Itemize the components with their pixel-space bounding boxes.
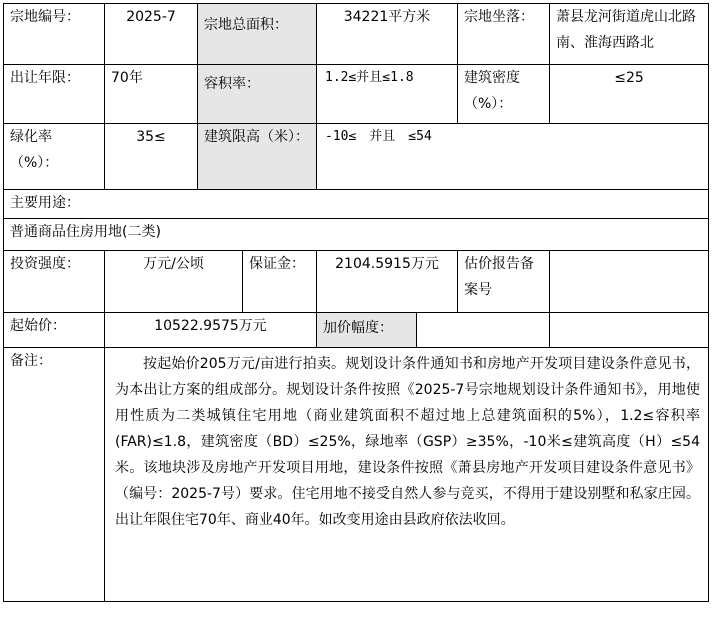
total-area-label-text: 宗地总面积： (204, 17, 288, 33)
row-term (4, 65, 709, 124)
green-label: 绿化率（%）： (4, 124, 105, 190)
row-investment (4, 251, 709, 313)
term-label: 出让年限： (4, 65, 105, 124)
far-label: 容积率： (198, 65, 317, 124)
far-value: 1.2≤并且≤1.8 (317, 65, 458, 124)
price-blank-cell (550, 313, 709, 348)
total-area-label (198, 4, 317, 65)
total-area-value: 34221平方米 (317, 4, 458, 65)
start-price-value: 10522.9575万元 (105, 313, 317, 348)
remark-label: 备注： (4, 348, 105, 602)
location-label: 宗地坐落： (458, 4, 550, 65)
remark-text: 按起始价205万元/亩进行拍卖。规划设计条件通知书和房地产开发项目建设条件意见书，为本出让方案的组成部分。规划设计条件按照《2025-7号宗地规划设计条件通知书》，用地使用性质为二类城镇住宅用地（商业建筑面积不超过地上总建筑面积的5%），1.2≤容积率(FAR)≤1.8，建筑密度（BD）≤25%，绿地率（GSP）≥35%，-10米≤建筑高度（H）≤54米。该地块涉及房地产开发项目用地，建设条件按照《萧县房地产开发项目建设条件意见书》（编号：2025-7号）要求。住宅用地不接受自然人参与竞买，不得用于建设别墅和私家庄园。出让年限住宅70年、商业40年。如改变用途由县政府依法收回。 (105, 348, 709, 602)
row-parcel (4, 4, 709, 65)
row-use-label (4, 190, 709, 219)
parcel-no-label: 宗地编号： (4, 4, 105, 65)
row-green (4, 124, 709, 190)
parcel-no-value: 2025-7 (105, 4, 198, 65)
height-value: -10≤ 并且 ≤54 (317, 124, 709, 190)
increment-value (417, 313, 549, 347)
land-parcel-table (3, 3, 709, 602)
deposit-value: 2104.5915万元 (317, 251, 458, 313)
row-price (4, 313, 709, 348)
row-use-value (4, 219, 709, 251)
deposit-label: 保证金： (243, 251, 317, 313)
appraisal-value (550, 251, 709, 313)
green-value: 35≤ (105, 124, 198, 190)
intensity-label: 投资强度： (4, 251, 105, 313)
start-price-label: 起始价： (4, 313, 105, 348)
increment-label-text: 加价幅度： (317, 313, 417, 347)
density-label: 建筑密度（%）： (458, 65, 550, 124)
location-value: 萧县龙河街道虎山北路南、淮海西路北 (550, 4, 709, 65)
row-remark (4, 348, 709, 602)
term-value: 70年 (105, 65, 198, 124)
increment-label (317, 313, 550, 348)
appraisal-label: 估价报告备案号 (458, 251, 550, 313)
main-use-value: 普通商品住房用地(二类) (4, 219, 709, 251)
intensity-unit: 万元/公顷 (105, 251, 243, 313)
main-use-label: 主要用途： (4, 190, 709, 219)
density-value: ≤25 (550, 65, 709, 124)
height-label: 建筑限高（米）： (198, 124, 317, 190)
